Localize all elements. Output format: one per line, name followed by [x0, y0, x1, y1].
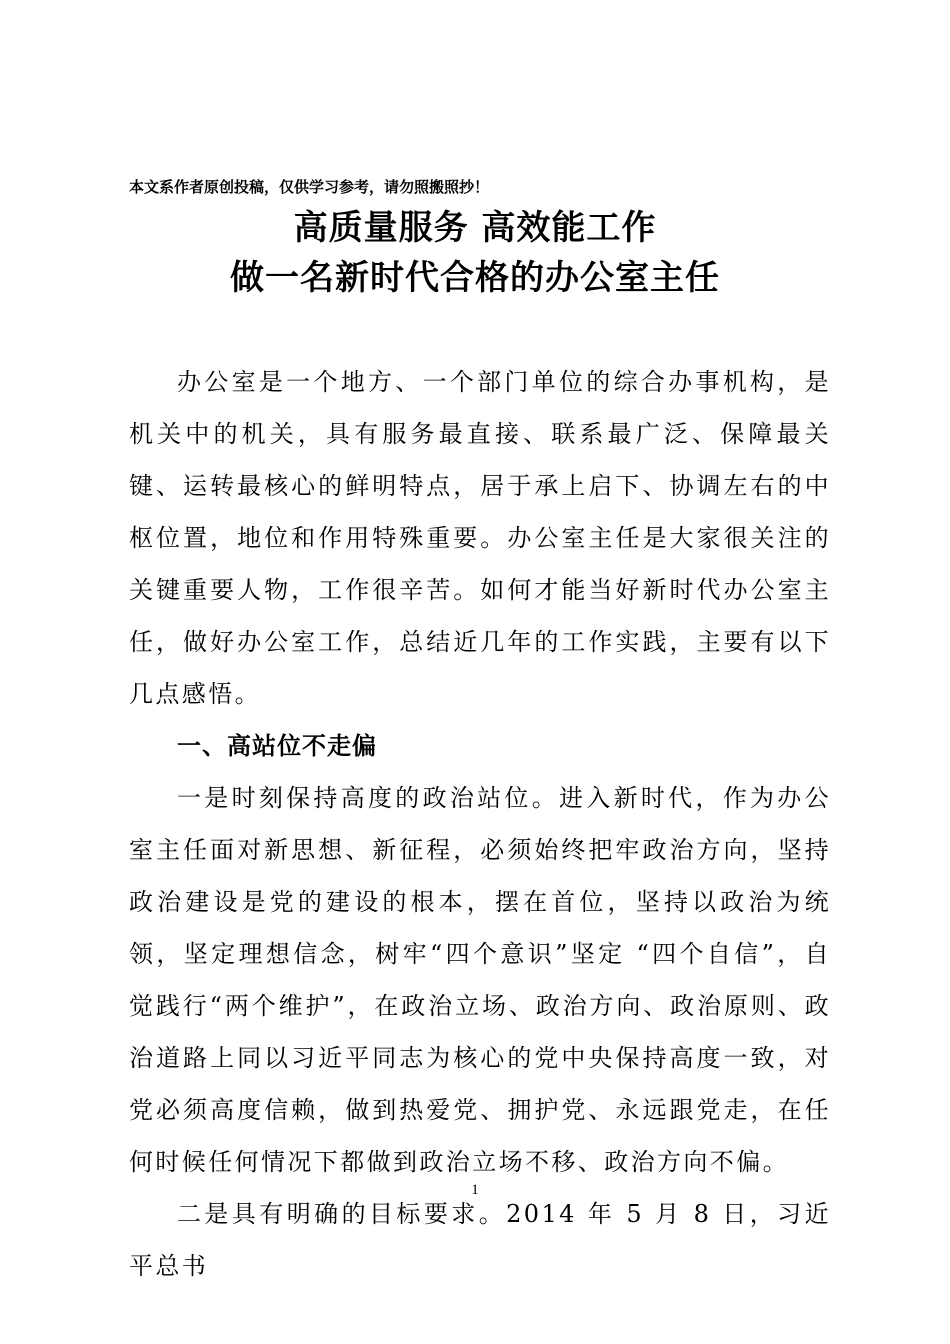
page-number: 1: [471, 1182, 479, 1198]
disclaimer-note: 本文系作者原创投稿，仅供学习参考，请勿照搬照抄！: [129, 178, 490, 196]
paragraph-intro: 办公室是一个地方、一个部门单位的综合办事机构，是机关中的机关，具有服务最直接、联系最广泛、保障最关键、运转最核心的鲜明特点，居于承上启下、协调左右的中枢位置，地位和作用特殊重要。办公室主任是大家很关注的关键重要人物，工作很辛苦。如何才能当好新时代办公室主任，做好办公室工作，总结近几年的工作实践，主要有以下几点感悟。: [129, 368, 831, 708]
document-body: [129, 356, 831, 1292]
title-line-1: 高质量服务 高效能工作: [293, 208, 657, 248]
section-heading: 一、高站位不走偏: [177, 732, 377, 760]
title-line-2: 做一名新时代合格的办公室主任: [230, 258, 720, 298]
paragraph-goals: 二是具有明确的目标要求。2014 年 5 月 8 日，习近平总书: [129, 1200, 831, 1280]
paragraph-political-stance: 一是时刻保持高度的政治站位。进入新时代，作为办公室主任面对新思想、新征程，必须始终把牢政治方向，坚持政治建设是党的建设的根本，摆在首位，坚持以政治为统领，坚定理想信念，树牢“四个意识”坚定 “四个自信”，自觉践行“两个维护”，在政治立场、政治方向、政治原则、政治道路上同以习近平同志为核心的党中央保持高度一致，对党必须高度信赖，做到热爱党、拥护党、永远跟党走，在任何时候任何情况下都做到政治立场不移、政治方向不偏。: [129, 784, 831, 1176]
